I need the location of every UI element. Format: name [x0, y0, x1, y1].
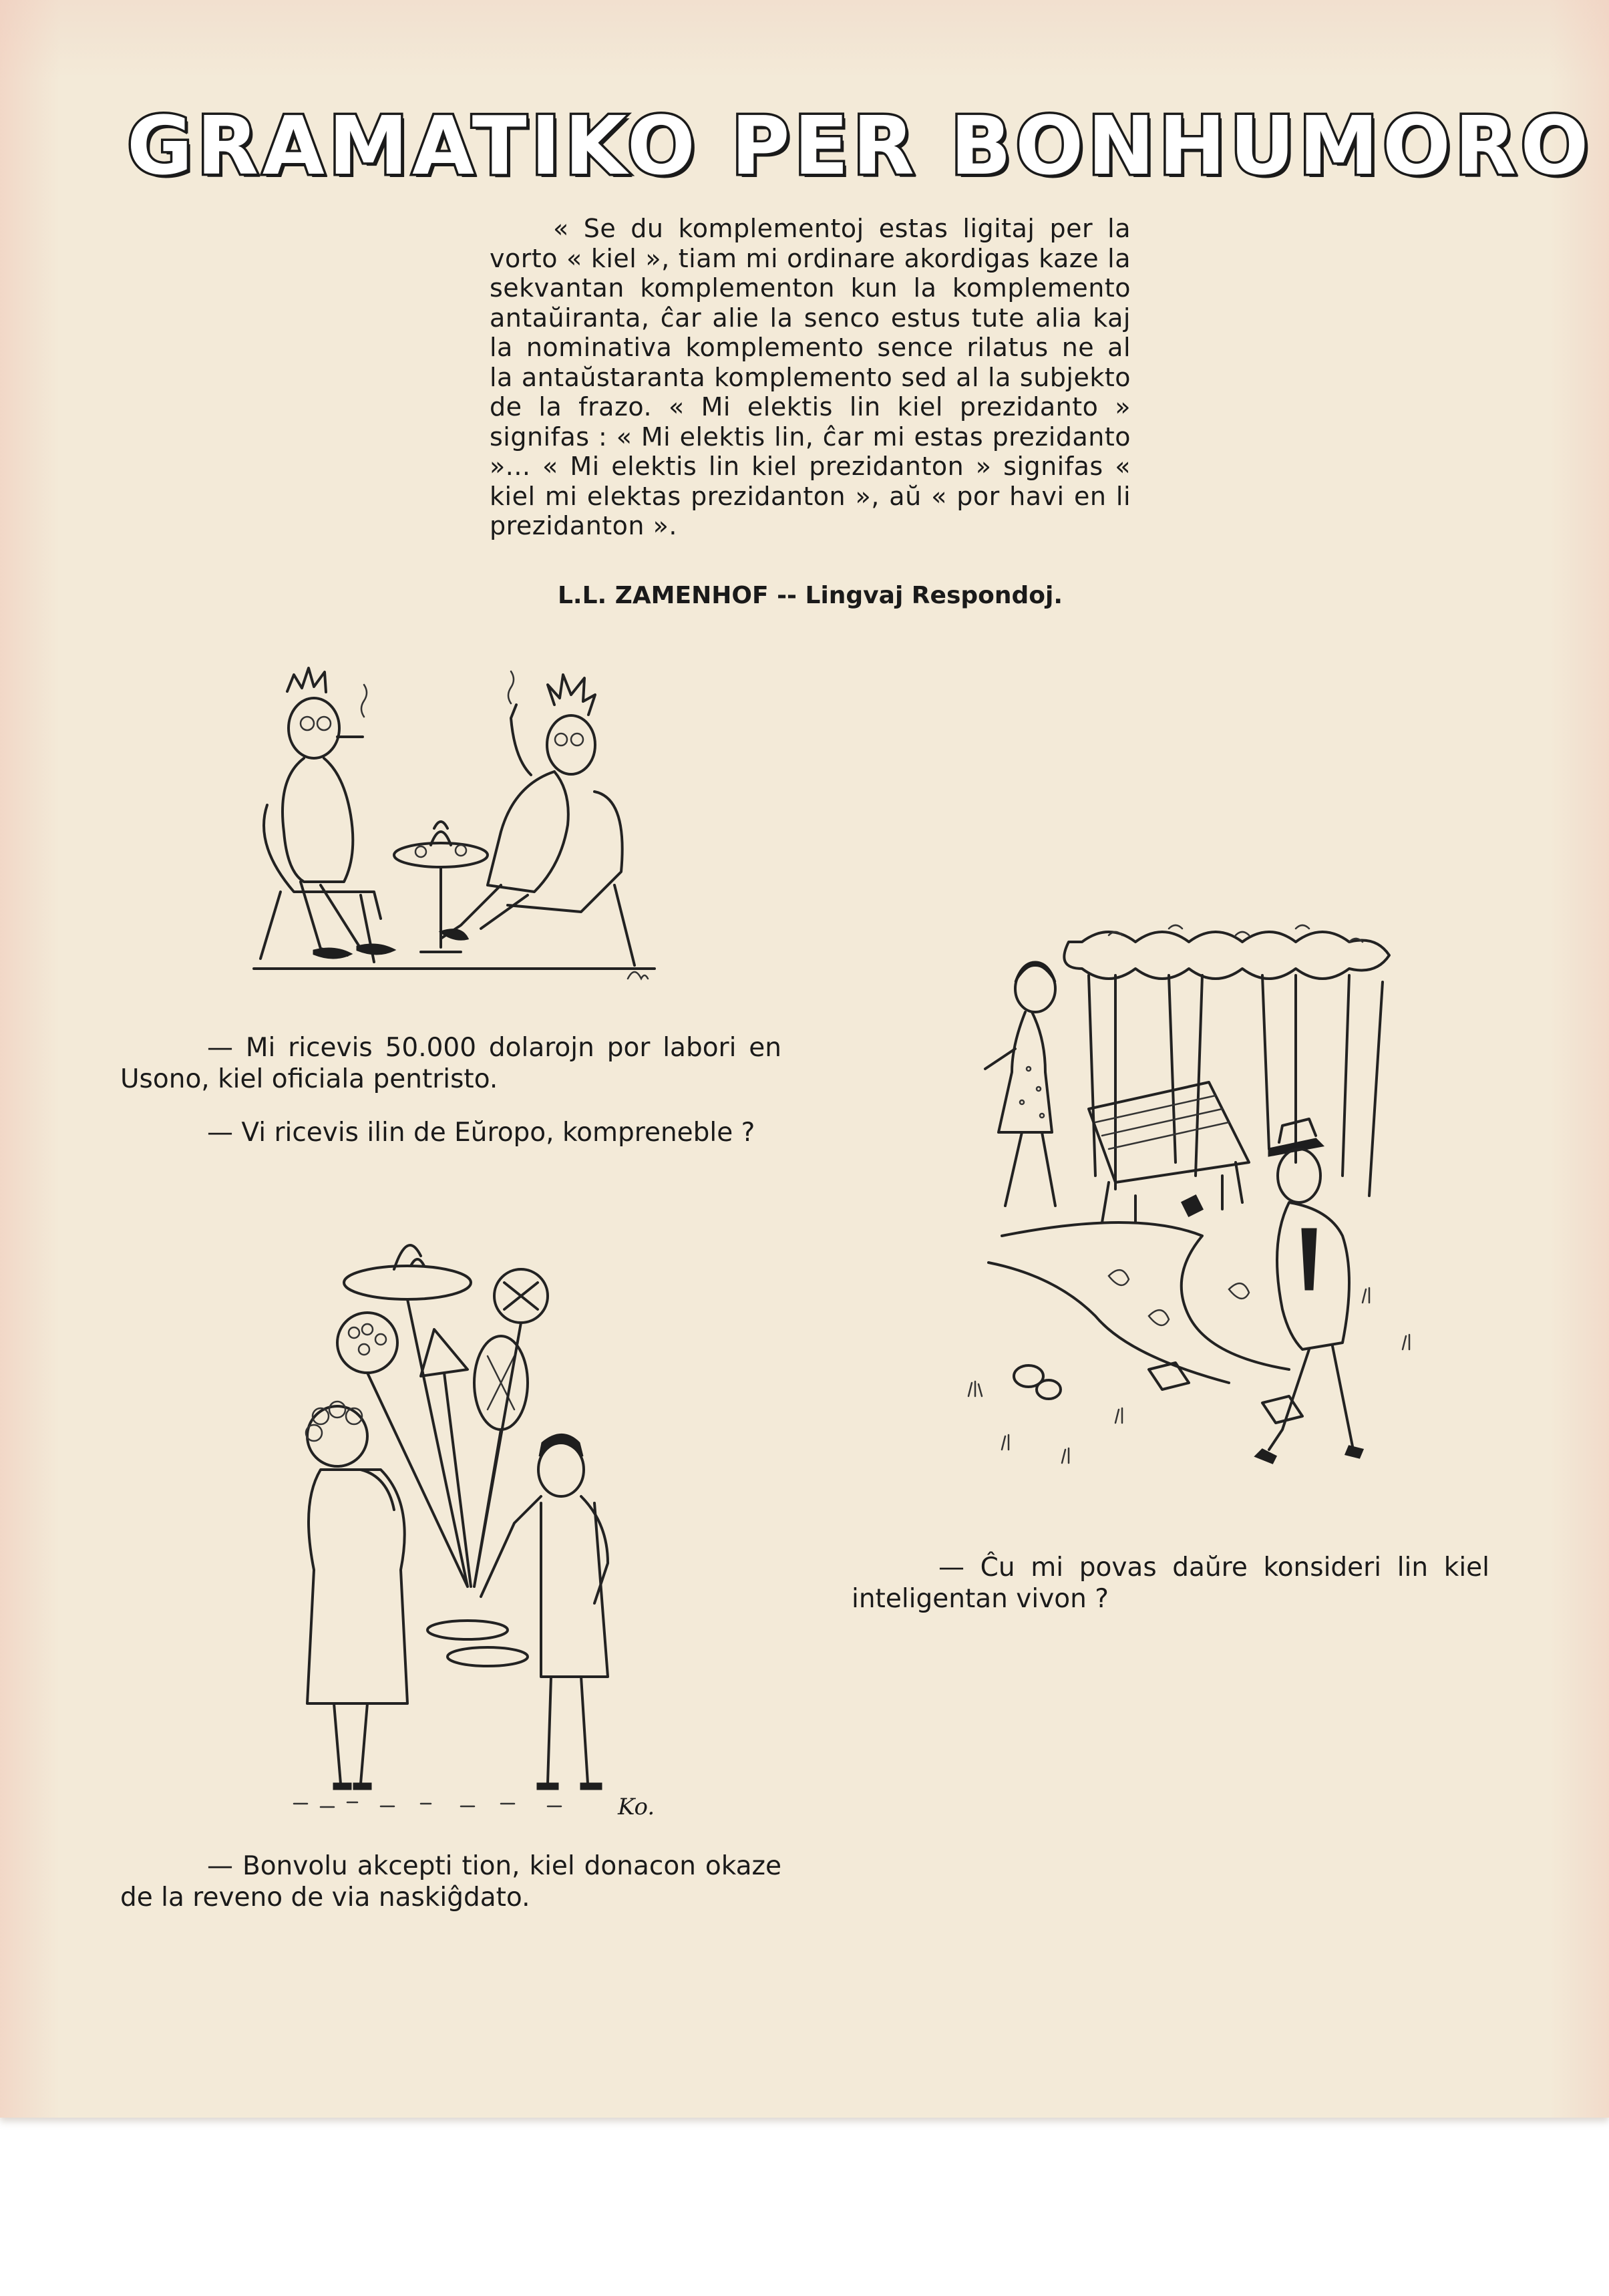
zamenhof-quote: « Se du komplementoj estas ligitaj per la vorto « kiel », tiam mi ordinare akordigas kaze la sekvantan komplementon kun la komplemento antaŭiranta, ĉar alie la senco estus tute alia kaj la nominativa komplemento sence rilatus ne al la antaŭstaranta komplemento sed al la subjekto de la frazo. « Mi elektis lin kiel prezidanto » signifas : « Mi elektis lin, ĉar mi estas prezidanto »... « Mi elektis lin kiel prezidanton » signifas « kiel mi elektas prezidanton », aŭ « por havi en li prezidanton ».: [490, 214, 1131, 540]
caption-bouquet: — Bonvolu akcepti tion, kiel donacon okaze de la reveno de via naskiĝdato.: [120, 1851, 781, 1913]
caption-cafe-2: — Vi ricevis ilin de Eŭropo, kompreneble ?: [207, 1118, 755, 1148]
cartoon-park-gloves: [948, 915, 1429, 1516]
page-title: GRAMATIKO PER BONHUMORO: [127, 100, 1593, 193]
cartoon-cafe-artists: [240, 665, 668, 992]
cartoon-bouquet-gift: [267, 1216, 695, 1817]
cartoon-signature: Ko.: [618, 1794, 655, 1820]
quote-attribution: L.L. ZAMENHOF -- Lingvaj Respondoj.: [557, 582, 1063, 609]
caption-park: — Ĉu mi povas daŭre konsideri lin kiel inteligentan vivon ?: [852, 1552, 1489, 1614]
caption-cafe-1: — Mi ricevis 50.000 dolarojn por labori en Usono, kiel oficiala pentristo.: [120, 1033, 781, 1094]
